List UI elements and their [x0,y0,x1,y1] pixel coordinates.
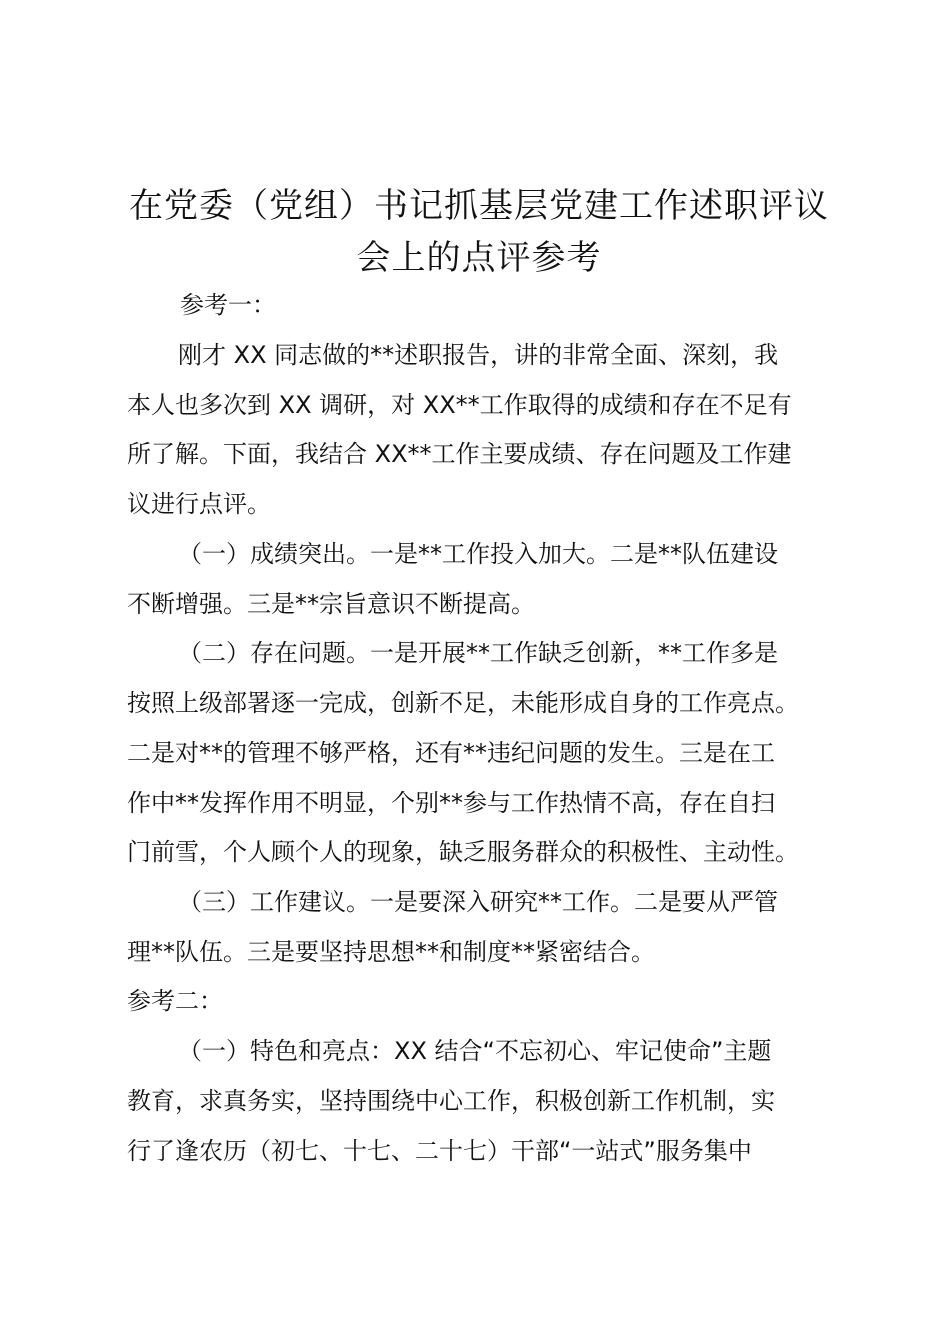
paragraph-line: 所了解。下面，我结合 XX**工作主要成绩、存在问题及工作建 [127,440,792,468]
paragraph-line: 不断增强。三是**宗旨意识不断提高。 [127,590,535,618]
section-heading-reference-2: 参考二： [127,987,223,1015]
document-title-line-1: 在党委（党组）书记抓基层党建工作述职评议 [129,186,829,226]
paragraph-line: 二是对**的管理不够严格，还有**违纪问题的发生。三是在工 [127,739,775,767]
document-title-line-2: 会上的点评参考 [356,238,602,278]
paragraph-line: 行了逢农历（初七、十七、二十七）干部“一站式”服务集中 [127,1137,752,1165]
paragraph-line: （三）工作建议。一是要深入研究**工作。二是要从严管 [178,888,778,916]
paragraph-line: 理**队伍。三是要坚持思想**和制度**紧密结合。 [127,938,655,966]
paragraph-line: 按照上级部署逐一完成，创新不足，未能形成自身的工作亮点。 [127,689,799,717]
paragraph-line: 本人也多次到 XX 调研，对 XX**工作取得的成绩和存在不足有 [127,391,792,419]
paragraph-line: （一）成绩突出。一是**工作投入加大。二是**队伍建设 [178,540,778,568]
paragraph-line: 作中**发挥作用不明显，个别**参与工作热情不高，存在自扫 [127,789,775,817]
paragraph-line: （一）特色和亮点：XX 结合“不忘初心、牢记使命”主题 [178,1037,772,1065]
paragraph-line: （二）存在问题。一是开展**工作缺乏创新，**工作多是 [178,639,778,667]
paragraph-line: 门前雪，个人顾个人的现象，缺乏服务群众的积极性、主动性。 [127,838,799,866]
paragraph-line: 教育，求真务实，坚持围绕中心工作，积极创新工作机制，实 [127,1087,775,1115]
paragraph-line: 刚才 XX 同志做的**述职报告，讲的非常全面、深刻，我 [178,341,779,369]
paragraph-line: 议进行点评。 [127,490,271,518]
section-heading-reference-1: 参考一： [180,291,276,319]
